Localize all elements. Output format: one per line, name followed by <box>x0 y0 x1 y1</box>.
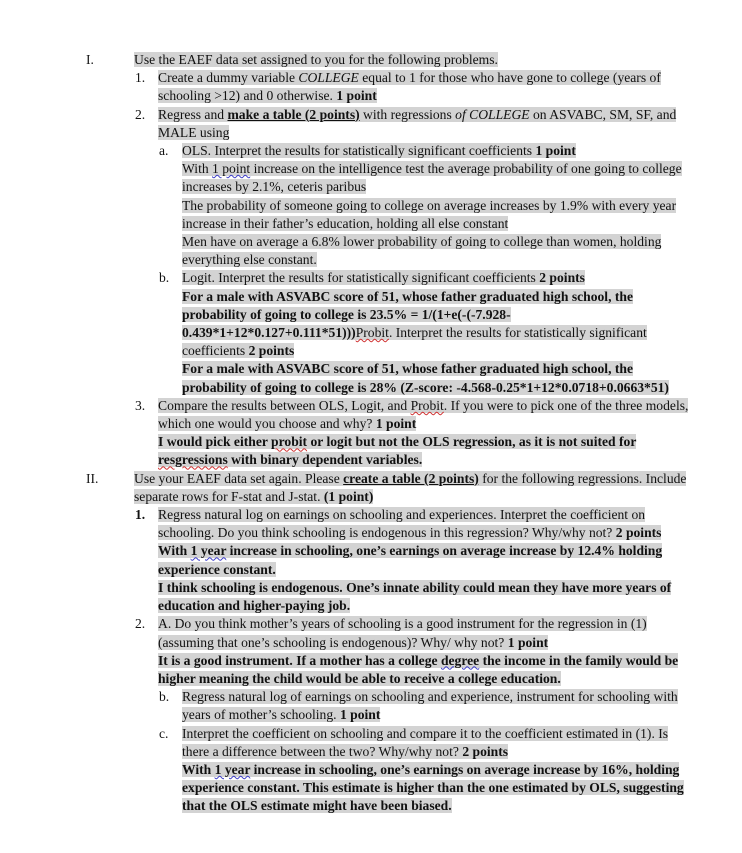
section-1-numeral: I. <box>86 52 94 67</box>
answer-schooling-1: With 1 year increase in schooling, one’s earnings on average increase by 12.4% holding experience constant. <box>158 543 663 577</box>
answer-ols-3: Men have on average a 6.8% lower probability of going to college than women, holding everything else constant. <box>182 234 662 268</box>
answer-schooling-2: I think schooling is endogenous. One’s innate ability could mean they have more years of education and higher-paying job. <box>158 579 672 614</box>
create-table-label: create a table (2 points) <box>343 470 479 486</box>
answer-probit: For a male with ASVABC score of 51, whose father graduated high school, the probability of going to college is 28% (Z-score: -4.568-0.25*1+12*0.0718+0.0663*51) <box>182 361 669 395</box>
var-college: COLLEGE <box>298 70 359 86</box>
question-2-2-number: 2. <box>135 616 146 632</box>
answer-compare: I would pick either probit or logit but not the OLS regression, as it is not suited for resgressions with binary dependent variables. <box>158 434 637 468</box>
question-1-3: 3. Compare the results between OLS, Logit, and Probit. If you were to pick one of the three models, which one would you choose and why? 1 point I would pick either probit or logit but not the OLS regression, as it is not suited for resgressions with binary dependent variables. <box>0 397 742 470</box>
answer-ols-1: With 1 point increase on the intelligence test the average probability of one going to college increases by 2.1%, ceteris paribus <box>182 161 682 195</box>
question-2-1: 1. Regress natural log on earnings on schooling and experiences. Interpret the coefficient on schooling. Do you think schooling is endogenous in this regression? Why/why not? 2 points With 1 year increase in schooling, one’s earnings on average increase by 12.4% holding experience constant. I think schooling is endogenous. One’s innate ability could mean they have more years of education and higher-paying job. <box>0 506 742 615</box>
question-1-2-b: b. Logit. Interpret the results for statistically significant coefficients 2 points For a male with ASVABC score of 51, whose father graduated high school, the probability of going to college is 23.5% = 1/(1+e(-(-7.928-0.439*1+12*0.127+0.111*51)))Probit. Interpret the results for statistically significant coefficients 2 points For a male with ASVABC score of 51, whose father graduated high school, the probability of going to college is 28% (Z-score: -4.568-0.25*1+12*0.0718+0.0663*51) <box>0 269 742 396</box>
question-2-2-c: c. Interpret the coefficient on schooling and compare it to the coefficient estimated in (1). Is there a difference between the two? Why/why not? 2 points With 1 year increase in schooling, one’s earnings on average increase by 16%, holding experience constant. This estimate is higher than the one estimated by OLS, suggesting that the OLS estimate might have been biased. <box>0 725 742 816</box>
question-1-2-a: a. OLS. Interpret the results for statistically significant coefficients 1 point With 1 point increase on the intelligence test the average probability of one going to college increases by 2.1%, ceteris paribus The probability of someone going to college on average increases by 1.9% with every year increase in their father’s education, holding all else constant Men have on average a 6.8% lower probability of going to college than women, holding everything else constant. <box>0 142 742 269</box>
section-1 <box>0 51 742 69</box>
answer-iv-compare: With 1 year increase in schooling, one’s earnings on average increase by 16%, holding experience constant. This estimate is higher than the one estimated by OLS, suggesting that the OLS estimate might have been biased. <box>182 761 684 814</box>
question-1-2-number: 2. <box>135 106 146 122</box>
answer-instrument: It is a good instrument. If a mother has a college degree the income in the family would be higher meaning the child would be able to receive a college education. <box>158 652 679 686</box>
question-2-2-b: b. Regress natural log of earnings on schooling and experience, instrument for schooling with years of mother’s schooling. 1 point <box>159 689 678 723</box>
section-2: II. Use your EAEF data set again. Please create a table (2 points) for the following regressions. Include separate rows for F-stat and J-stat. (1 point) <box>86 470 687 504</box>
section-2-numeral: II. <box>86 470 99 486</box>
question-2-2: 2. A. Do you think mother’s years of schooling is a good instrument for the regression in (1) (assuming that one’s schooling is endogenous)? Why/ why not? 1 point It is a good instrument. If a mother has a college degree the income in the family would be higher meaning the child would be able to receive a college education. <box>0 615 742 688</box>
points-label: 1 point <box>336 88 377 104</box>
section-1-intro: Use the EAEF data set assigned to you for the following problems. <box>134 52 498 67</box>
answer-logit: For a male with ASVABC score of 51, whose father graduated high school, the probability of going to college is 23.5% = 1/(1+e(-(-7.928-0.439*1+12*0.127+0.111*51)))Probit. Interpret the results for statistically significant coefficients 2 points <box>182 288 647 359</box>
question-2-1-number: 1. <box>135 507 146 523</box>
question-1-1: 1. Create a dummy variable COLLEGE equal to 1 for those who have gone to college (years of schooling >12) and 0 otherwise. 1 point <box>135 70 661 104</box>
answer-ols-2: The probability of someone going to college on average increases by 1.9% with every year increase in their father’s education, holding all else constant <box>182 197 677 231</box>
question-1-2: 2. Regress and make a table (2 points) with regressions of COLLEGE on ASVABC, SM, SF, and MALE using <box>135 106 677 140</box>
question-1-3-number: 3. <box>135 397 146 413</box>
question-1-1-number: 1. <box>135 70 146 86</box>
document-page <box>0 51 742 816</box>
make-table-label: make a table (2 points) <box>227 106 360 122</box>
